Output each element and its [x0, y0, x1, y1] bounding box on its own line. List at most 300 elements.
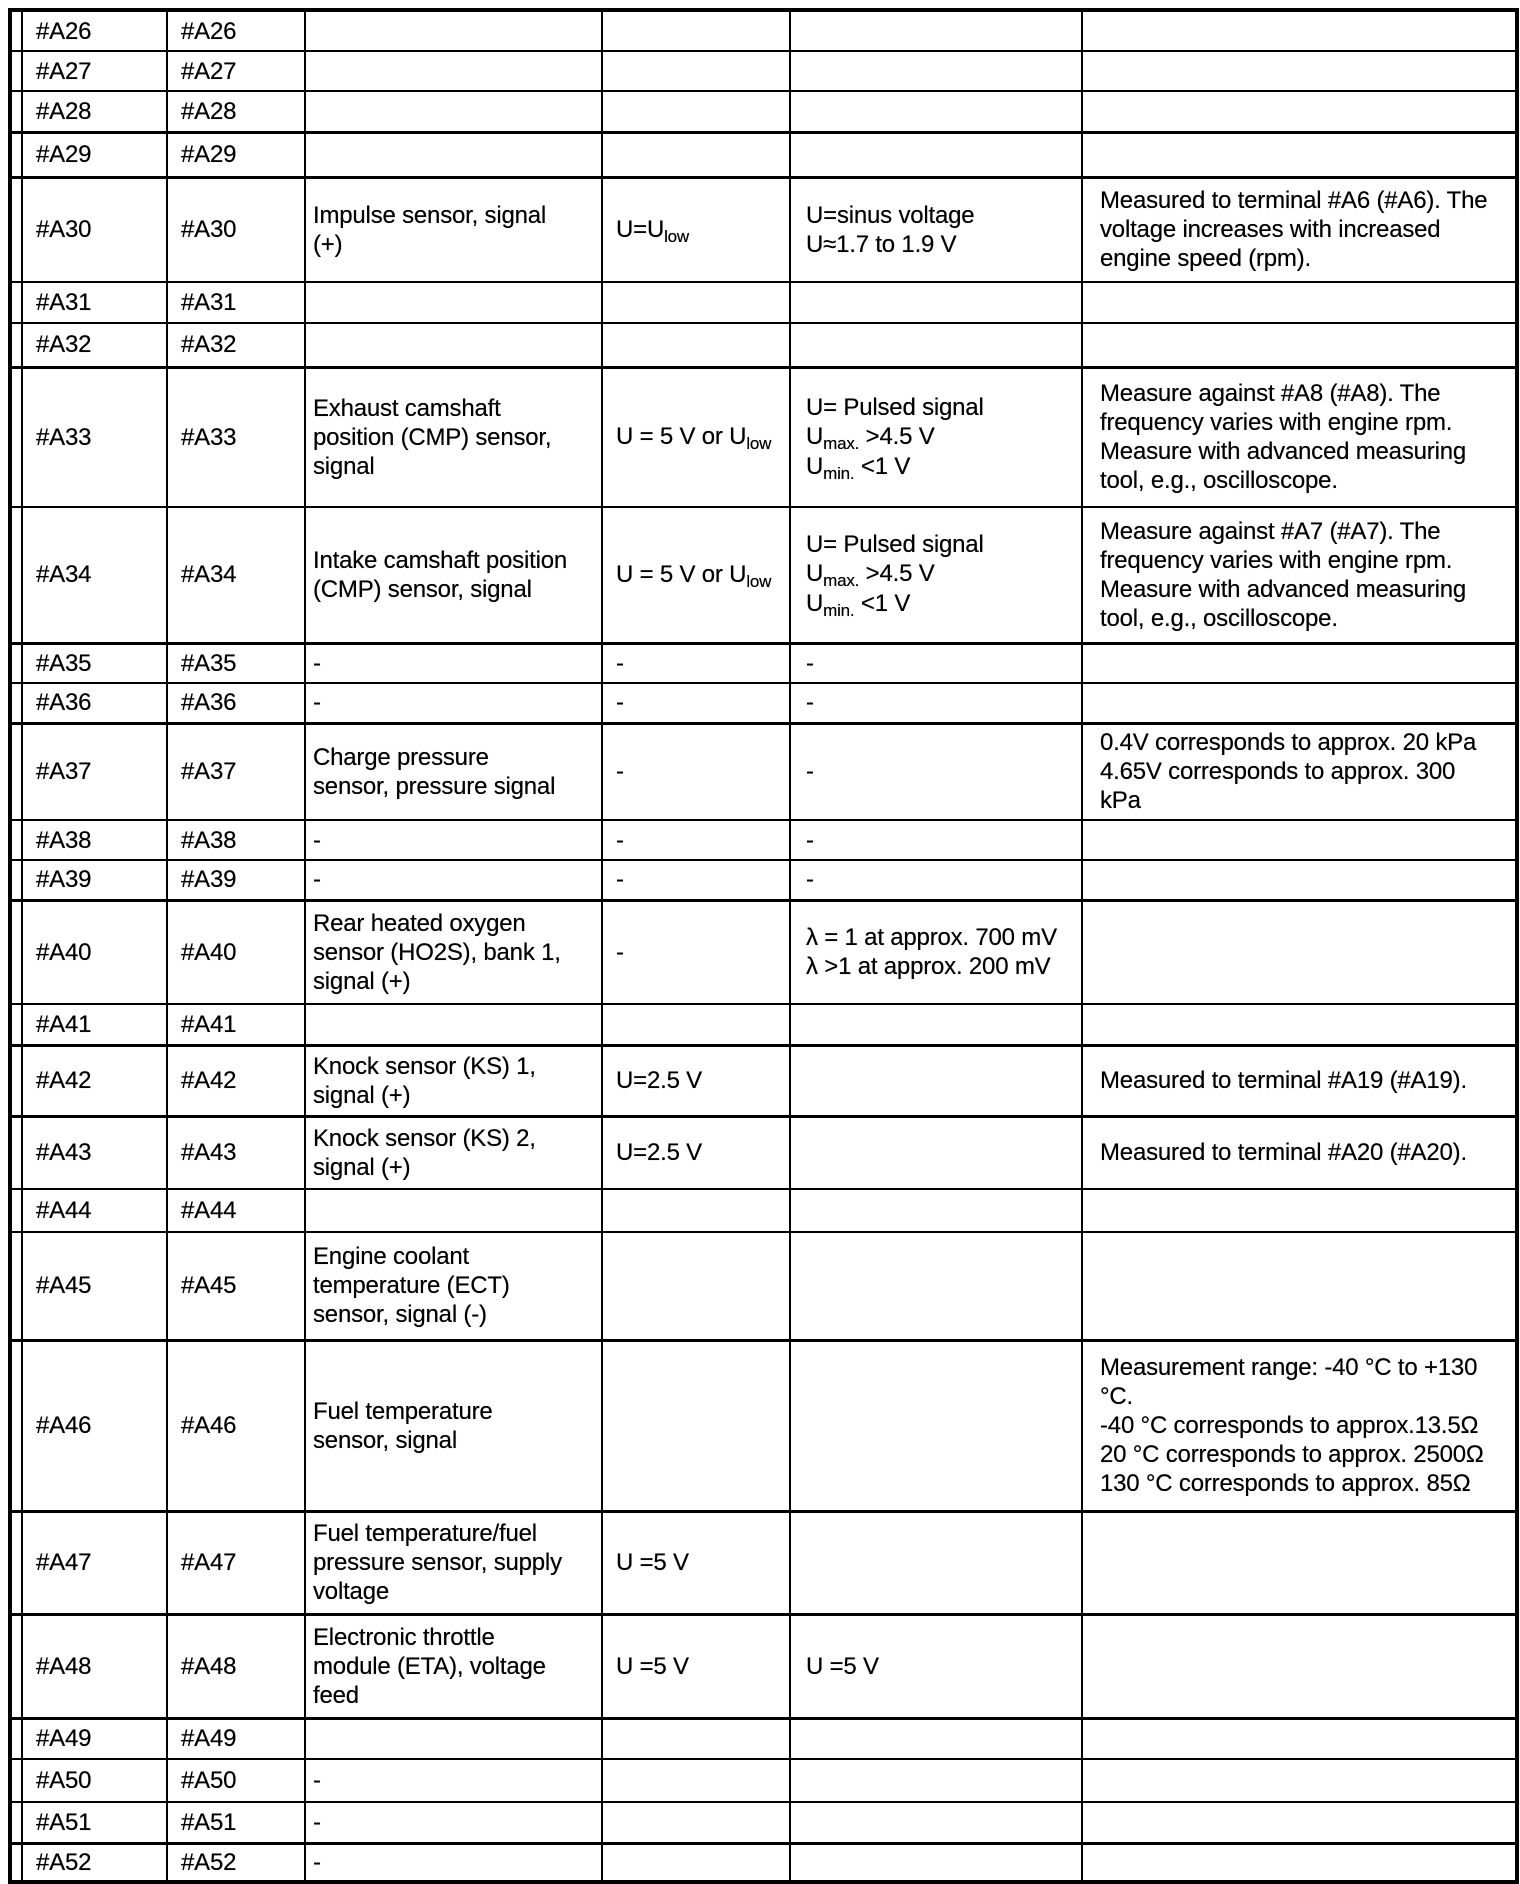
comment-cell — [1082, 1189, 1517, 1232]
table-row-A44 — [10, 1189, 1517, 1232]
comment-cell — [1082, 643, 1517, 683]
comment-cell — [1082, 1614, 1517, 1718]
table-row-A47 — [10, 1511, 1517, 1614]
cell-line: 130 °C corresponds to approx. 85Ω — [1100, 1470, 1471, 1497]
pin-id-repeat-cell: #A42 — [167, 1045, 305, 1116]
description-cell — [305, 10, 602, 51]
cell-line: Knock sensor (KS) 2, — [313, 1124, 536, 1152]
cell-line: - — [313, 1767, 321, 1794]
condition-cell — [602, 1802, 790, 1843]
signal-cell — [790, 282, 1082, 323]
cell-line: - — [616, 649, 624, 677]
description-cell — [305, 683, 602, 723]
cell-line: voltage — [313, 1578, 389, 1605]
pin-id-repeat-cell: #A45 — [167, 1232, 305, 1340]
subscript-text: min. — [823, 463, 855, 483]
signal-cell — [790, 177, 1082, 282]
table-row-A41 — [10, 1004, 1517, 1045]
cell-line: Measure against #A8 (#A8). The — [1100, 380, 1441, 408]
pin-id-cell: #A38 — [22, 820, 167, 860]
cell-line: frequency varies with engine rpm. — [1100, 546, 1453, 574]
cell-line: $U=U_{low}$ — [616, 215, 690, 246]
signal-cell — [790, 51, 1082, 91]
pin-id-cell: #A29 — [22, 132, 167, 177]
signal-cell — [790, 10, 1082, 51]
cell-line: $U_{max.} >4.5$ V — [806, 560, 935, 591]
pin-id-cell: #A37 — [22, 723, 167, 820]
description-cell — [305, 723, 602, 820]
condition-cell — [602, 132, 790, 177]
signal-cell — [790, 860, 1082, 900]
cell-line: sensor, pressure signal — [313, 772, 556, 800]
cell-line: kPa — [1100, 787, 1141, 815]
condition-cell — [602, 1340, 790, 1511]
pin-id-cell: #A43 — [22, 1116, 167, 1189]
pin-id-cell: #A42 — [22, 1045, 167, 1116]
table-row-A51 — [10, 1802, 1517, 1843]
cell-line: Fuel temperature/fuel — [313, 1520, 537, 1547]
description-cell — [305, 282, 602, 323]
pin-id-repeat-cell: #A32 — [167, 323, 305, 367]
cell-line: tool, e.g., oscilloscope. — [1100, 467, 1338, 495]
margin-cell — [10, 820, 22, 860]
pin-id-cell: #A51 — [22, 1802, 167, 1843]
comment-cell — [1082, 1340, 1517, 1511]
cell-line: sensor, signal — [313, 1426, 457, 1454]
margin-cell — [10, 177, 22, 282]
condition-cell — [602, 1116, 790, 1189]
description-cell — [305, 91, 602, 132]
cell-line: $U_{min.} <1$ V — [806, 590, 911, 621]
cell-line: (CMP) sensor, signal — [313, 575, 532, 603]
subscript-text: low — [664, 226, 690, 246]
description-cell — [305, 1340, 602, 1511]
cell-line: - — [806, 689, 814, 717]
cell-line: Measured to terminal #A6 (#A6). The — [1100, 187, 1488, 215]
cell-line: 4.65V corresponds to approx. 300 — [1100, 758, 1456, 786]
cell-line: signal (+) — [313, 1081, 411, 1109]
pin-id-repeat-cell: #A36 — [167, 683, 305, 723]
cell-line: λ = 1 at approx. 700 mV — [806, 924, 1057, 952]
description-cell — [305, 860, 602, 900]
cell-line: signal (+) — [313, 1153, 411, 1181]
cell-line: (+) — [313, 230, 343, 258]
description-cell — [305, 51, 602, 91]
table-row-A28 — [10, 91, 1517, 132]
margin-cell — [10, 683, 22, 723]
margin-cell — [10, 860, 22, 900]
description-cell — [305, 1189, 602, 1232]
cell-line: λ >1 at approx. 200 mV — [806, 953, 1051, 981]
cell-line: Exhaust camshaft — [313, 394, 501, 422]
condition-cell — [602, 1759, 790, 1802]
comment-cell — [1082, 91, 1517, 132]
margin-cell — [10, 282, 22, 323]
table-row-A32 — [10, 323, 1517, 367]
table-row-A30 — [10, 177, 1517, 282]
cell-line: engine speed (rpm). — [1100, 245, 1311, 273]
subscript-text: max. — [823, 433, 860, 453]
signal-cell — [790, 91, 1082, 132]
pin-table-body — [10, 10, 1517, 1882]
comment-cell — [1082, 282, 1517, 323]
description-cell — [305, 132, 602, 177]
cell-line: feed — [313, 1681, 359, 1709]
signal-cell — [790, 1232, 1082, 1340]
condition-cell — [602, 91, 790, 132]
cell-line: U≈1.7 to 1.9 V — [806, 230, 957, 258]
margin-cell — [10, 1232, 22, 1340]
description-cell — [305, 1718, 602, 1759]
comment-cell — [1082, 1004, 1517, 1045]
signal-cell — [790, 132, 1082, 177]
cell-line: signal (+) — [313, 967, 411, 995]
cell-line: -40 °C corresponds to approx.13.5Ω — [1100, 1412, 1479, 1439]
pin-id-repeat-cell: #A27 — [167, 51, 305, 91]
signal-cell — [790, 1116, 1082, 1189]
signal-cell — [790, 683, 1082, 723]
cell-line: Electronic throttle — [313, 1623, 495, 1651]
cell-line: - — [313, 826, 321, 854]
pin-id-cell: #A52 — [22, 1843, 167, 1882]
table-row-A50 — [10, 1759, 1517, 1802]
pin-id-cell: #A33 — [22, 367, 167, 507]
cell-line: °C. — [1100, 1383, 1133, 1410]
comment-cell — [1082, 820, 1517, 860]
pin-id-repeat-cell: #A48 — [167, 1614, 305, 1718]
description-cell — [305, 1232, 602, 1340]
table-row-A35 — [10, 643, 1517, 683]
margin-cell — [10, 1511, 22, 1614]
cell-line: U=sinus voltage — [806, 201, 975, 229]
comment-cell — [1082, 323, 1517, 367]
comment-cell — [1082, 1232, 1517, 1340]
comment-cell — [1082, 1718, 1517, 1759]
cell-line: U= Pulsed signal — [806, 531, 984, 559]
description-cell — [305, 643, 602, 683]
table-row-A40 — [10, 900, 1517, 1004]
cell-line: $U_{max.} >4.5$ V — [806, 422, 935, 453]
cell-line: $U_{min.} <1$ V — [806, 452, 911, 483]
description-cell — [305, 1004, 602, 1045]
cell-line: U =5 V — [616, 1549, 689, 1576]
margin-cell — [10, 507, 22, 643]
pin-id-cell: #A45 — [22, 1232, 167, 1340]
pin-id-repeat-cell: #A33 — [167, 367, 305, 507]
condition-cell — [602, 1045, 790, 1116]
cell-line: U=2.5 V — [616, 1067, 702, 1094]
margin-cell — [10, 643, 22, 683]
pin-id-repeat-cell: #A26 — [167, 10, 305, 51]
subscript-text: max. — [823, 571, 860, 591]
pin-id-repeat-cell: #A37 — [167, 723, 305, 820]
comment-cell — [1082, 723, 1517, 820]
pin-id-repeat-cell: #A39 — [167, 860, 305, 900]
subscript-text: low — [746, 571, 772, 591]
cell-line: Rear heated oxygen — [313, 909, 526, 937]
signal-cell — [790, 1340, 1082, 1511]
table-row-A39 — [10, 860, 1517, 900]
table-row-A37 — [10, 723, 1517, 820]
description-cell — [305, 1045, 602, 1116]
cell-line: frequency varies with engine rpm. — [1100, 409, 1453, 437]
cell-line: position (CMP) sensor, — [313, 423, 552, 451]
comment-cell — [1082, 507, 1517, 643]
cell-line: Engine coolant — [313, 1243, 469, 1271]
description-cell — [305, 1614, 602, 1718]
margin-cell — [10, 1718, 22, 1759]
signal-cell — [790, 1189, 1082, 1232]
pin-id-repeat-cell: #A47 — [167, 1511, 305, 1614]
pin-id-repeat-cell: #A50 — [167, 1759, 305, 1802]
cell-line: Impulse sensor, signal — [313, 201, 547, 229]
comment-cell — [1082, 1116, 1517, 1189]
pin-id-repeat-cell: #A29 — [167, 132, 305, 177]
pin-id-cell: #A48 — [22, 1614, 167, 1718]
table-row-A38 — [10, 820, 1517, 860]
cell-line: U = 5 V or $U_{low}$ — [616, 560, 772, 591]
comment-cell — [1082, 132, 1517, 177]
comment-cell — [1082, 683, 1517, 723]
cell-line: pressure sensor, supply — [313, 1549, 562, 1576]
margin-cell — [10, 1340, 22, 1511]
comment-cell — [1082, 51, 1517, 91]
cell-line: U =5 V — [616, 1652, 689, 1680]
margin-cell — [10, 1045, 22, 1116]
cell-line: Measurement range: -40 °C to +130 — [1100, 1354, 1478, 1381]
table-row-A34 — [10, 507, 1517, 643]
pin-id-cell: #A49 — [22, 1718, 167, 1759]
pin-id-cell: #A50 — [22, 1759, 167, 1802]
pin-id-repeat-cell: #A30 — [167, 177, 305, 282]
condition-cell — [602, 1718, 790, 1759]
condition-cell — [602, 1004, 790, 1045]
pin-id-cell: #A46 — [22, 1340, 167, 1511]
cell-line: 20 °C corresponds to approx. 2500Ω — [1100, 1441, 1484, 1468]
cell-line: Measure with advanced measuring — [1100, 438, 1466, 466]
pin-id-cell: #A31 — [22, 282, 167, 323]
pin-id-cell: #A47 — [22, 1511, 167, 1614]
condition-cell — [602, 1511, 790, 1614]
pin-id-repeat-cell: #A44 — [167, 1189, 305, 1232]
pin-id-repeat-cell: #A28 — [167, 91, 305, 132]
signal-cell — [790, 1759, 1082, 1802]
description-cell — [305, 1759, 602, 1802]
signal-cell — [790, 367, 1082, 507]
pin-id-repeat-cell: #A41 — [167, 1004, 305, 1045]
comment-cell — [1082, 900, 1517, 1004]
pin-id-cell: #A35 — [22, 643, 167, 683]
condition-cell — [602, 723, 790, 820]
pin-id-cell: #A44 — [22, 1189, 167, 1232]
condition-cell — [602, 860, 790, 900]
pin-id-cell: #A36 — [22, 683, 167, 723]
comment-cell — [1082, 10, 1517, 51]
cell-line: - — [616, 689, 624, 717]
table-row-A48 — [10, 1614, 1517, 1718]
pin-id-cell: #A40 — [22, 900, 167, 1004]
signal-cell — [790, 1802, 1082, 1843]
pin-id-repeat-cell: #A40 — [167, 900, 305, 1004]
margin-cell — [10, 132, 22, 177]
cell-line: - — [616, 938, 624, 966]
signal-cell — [790, 1511, 1082, 1614]
margin-cell — [10, 1004, 22, 1045]
cell-line: - — [616, 866, 624, 894]
subscript-text: min. — [823, 601, 855, 621]
condition-cell — [602, 507, 790, 643]
cell-line: sensor, signal (-) — [313, 1301, 487, 1329]
margin-cell — [10, 367, 22, 507]
cell-line: U = 5 V or $U_{low}$ — [616, 423, 772, 454]
pin-id-repeat-cell: #A52 — [167, 1843, 305, 1882]
comment-cell — [1082, 177, 1517, 282]
cell-line: U= Pulsed signal — [806, 393, 984, 421]
cell-line: Charge pressure — [313, 743, 489, 771]
signal-cell — [790, 643, 1082, 683]
pin-id-repeat-cell: #A31 — [167, 282, 305, 323]
description-cell — [305, 1511, 602, 1614]
cell-line: - — [313, 866, 321, 894]
margin-cell — [10, 1614, 22, 1718]
margin-cell — [10, 323, 22, 367]
description-cell — [305, 820, 602, 860]
margin-cell — [10, 723, 22, 820]
table-row-A43 — [10, 1116, 1517, 1189]
condition-cell — [602, 1614, 790, 1718]
pin-id-cell: #A26 — [22, 10, 167, 51]
cell-line: voltage increases with increased — [1100, 216, 1441, 244]
comment-cell — [1082, 1511, 1517, 1614]
condition-cell — [602, 367, 790, 507]
pin-id-cell: #A32 — [22, 323, 167, 367]
description-cell — [305, 323, 602, 367]
signal-cell — [790, 900, 1082, 1004]
pin-id-repeat-cell: #A35 — [167, 643, 305, 683]
cell-line: Measured to terminal #A19 (#A19). — [1100, 1067, 1467, 1094]
cell-line: - — [313, 689, 321, 717]
condition-cell — [602, 1189, 790, 1232]
subscript-text: low — [746, 434, 772, 454]
cell-line: - — [806, 649, 814, 677]
pin-id-cell: #A34 — [22, 507, 167, 643]
pin-id-repeat-cell: #A51 — [167, 1802, 305, 1843]
cell-line: - — [313, 649, 321, 677]
condition-cell — [602, 900, 790, 1004]
comment-cell — [1082, 860, 1517, 900]
signal-cell — [790, 507, 1082, 643]
cell-line: Measure against #A7 (#A7). The — [1100, 517, 1441, 545]
comment-cell — [1082, 1045, 1517, 1116]
description-cell — [305, 507, 602, 643]
table-row-A27 — [10, 51, 1517, 91]
terminal-pin-table — [8, 8, 1519, 1884]
cell-line: - — [616, 758, 624, 786]
condition-cell — [602, 51, 790, 91]
margin-cell — [10, 1802, 22, 1843]
pin-id-repeat-cell: #A43 — [167, 1116, 305, 1189]
cell-line: sensor (HO2S), bank 1, — [313, 938, 561, 966]
cell-line: Measure with advanced measuring — [1100, 575, 1466, 603]
cell-line: 0.4V corresponds to approx. 20 kPa — [1100, 729, 1477, 757]
cell-line: tool, e.g., oscilloscope. — [1100, 604, 1338, 632]
cell-line: - — [806, 826, 814, 854]
pin-id-cell: #A30 — [22, 177, 167, 282]
condition-cell — [602, 643, 790, 683]
condition-cell — [602, 820, 790, 860]
margin-cell — [10, 1189, 22, 1232]
signal-cell — [790, 1045, 1082, 1116]
margin-cell — [10, 10, 22, 51]
description-cell — [305, 1802, 602, 1843]
margin-cell — [10, 1116, 22, 1189]
pin-id-repeat-cell: #A38 — [167, 820, 305, 860]
cell-line: - — [806, 758, 814, 786]
condition-cell — [602, 177, 790, 282]
pin-id-repeat-cell: #A34 — [167, 507, 305, 643]
cell-line: signal — [313, 452, 375, 480]
table-row-A36 — [10, 683, 1517, 723]
condition-cell — [602, 683, 790, 723]
pin-id-repeat-cell: #A46 — [167, 1340, 305, 1511]
description-cell — [305, 177, 602, 282]
signal-cell — [790, 723, 1082, 820]
cell-line: Measured to terminal #A20 (#A20). — [1100, 1139, 1467, 1167]
cell-line: U=2.5 V — [616, 1139, 702, 1167]
cell-line: temperature (ECT) — [313, 1272, 510, 1300]
table-row-A46 — [10, 1340, 1517, 1511]
table-row-A26 — [10, 10, 1517, 51]
pin-id-cell: #A27 — [22, 51, 167, 91]
comment-cell — [1082, 367, 1517, 507]
signal-cell — [790, 820, 1082, 860]
table-row-A42 — [10, 1045, 1517, 1116]
description-cell — [305, 1116, 602, 1189]
margin-cell — [10, 900, 22, 1004]
condition-cell — [602, 10, 790, 51]
description-cell — [305, 367, 602, 507]
condition-cell — [602, 282, 790, 323]
table-row-A29 — [10, 132, 1517, 177]
margin-cell — [10, 91, 22, 132]
cell-line: Knock sensor (KS) 1, — [313, 1052, 536, 1080]
condition-cell — [602, 323, 790, 367]
table-row-A31 — [10, 282, 1517, 323]
table-row-A45 — [10, 1232, 1517, 1340]
signal-cell — [790, 323, 1082, 367]
signal-cell — [790, 1614, 1082, 1718]
cell-line: - — [616, 826, 624, 854]
cell-line: Intake camshaft position — [313, 546, 568, 574]
description-cell — [305, 900, 602, 1004]
cell-line: U =5 V — [806, 1652, 879, 1680]
pin-id-cell: #A28 — [22, 91, 167, 132]
condition-cell — [602, 1232, 790, 1340]
comment-cell — [1082, 1759, 1517, 1802]
signal-cell — [790, 1004, 1082, 1045]
table-row-A49 — [10, 1718, 1517, 1759]
cell-line: Fuel temperature — [313, 1397, 493, 1425]
pin-id-cell: #A39 — [22, 860, 167, 900]
cell-line: module (ETA), voltage — [313, 1652, 546, 1680]
comment-cell — [1082, 1802, 1517, 1843]
margin-cell — [10, 51, 22, 91]
cell-line: - — [313, 1808, 321, 1836]
cell-line: - — [313, 1848, 321, 1876]
margin-cell — [10, 1759, 22, 1802]
table-row-A33 — [10, 367, 1517, 507]
cell-line: - — [806, 866, 814, 894]
